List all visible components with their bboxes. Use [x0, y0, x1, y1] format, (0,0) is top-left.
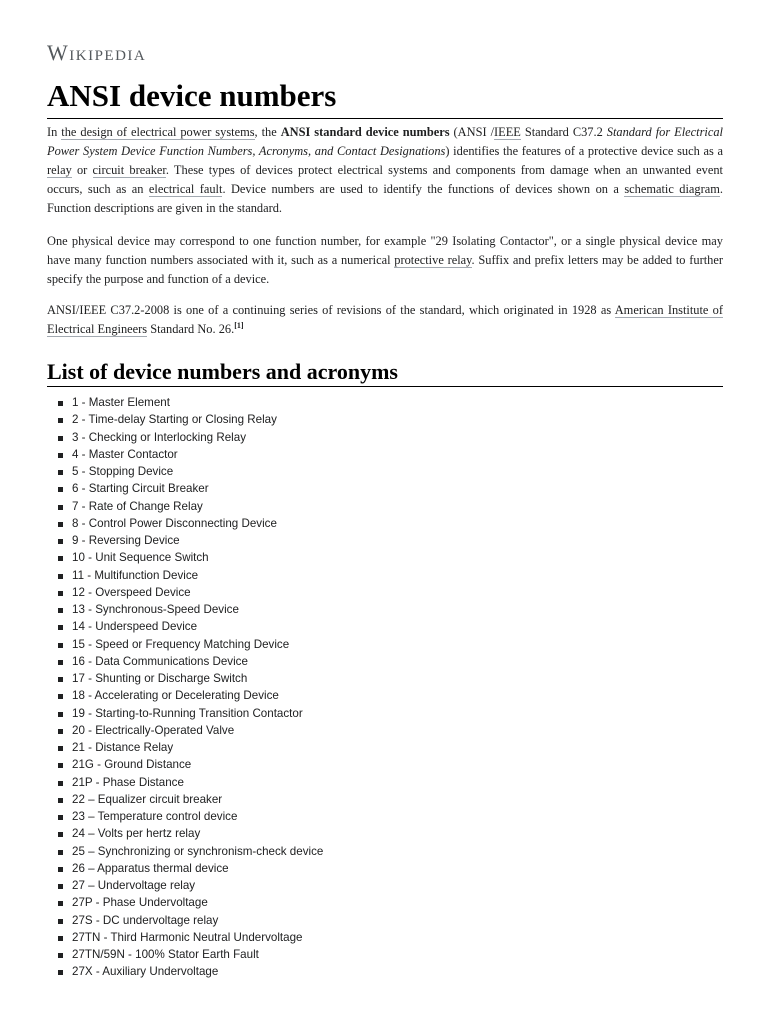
text: . Function descriptions are given in the standard.: [47, 182, 724, 215]
list-item-text: 21 - Distance Relay: [72, 741, 174, 754]
bullet-icon: [58, 867, 63, 872]
list-item-text: 17 - Shunting or Discharge Switch: [72, 672, 248, 685]
bullet-icon: [58, 660, 63, 665]
list-item-text: 23 – Temperature control device: [72, 810, 238, 823]
list-item-text: 3 - Checking or Interlocking Relay: [72, 430, 246, 444]
text: (ANSI /: [449, 125, 495, 139]
list-item-text: 11 - Multifunction Device: [72, 568, 199, 582]
list-item: [47, 825, 323, 842]
list-item: [47, 549, 323, 566]
list-item: [47, 463, 323, 480]
bullet-icon: [58, 591, 63, 596]
list-item: [47, 618, 323, 635]
list-item-text: 27 – Undervoltage relay: [72, 879, 196, 892]
list-item-text: 20 - Electrically-Operated Valve: [72, 723, 235, 737]
bullet-icon: [58, 901, 63, 906]
bullet-icon: [58, 763, 63, 768]
list-item: [47, 670, 323, 687]
bullet-icon: [58, 539, 63, 544]
list-item: [47, 705, 323, 722]
bullet-icon: [58, 608, 63, 613]
bullet-icon: [58, 505, 63, 510]
standard-title: Standard for Electrical Power System Device Function Numbers, Acronyms, and Contact Designations: [47, 125, 723, 158]
bullet-icon: [58, 953, 63, 958]
list-item: [47, 756, 323, 773]
list-item-text: 19 - Starting-to-Running Transition Contactor: [72, 706, 303, 720]
list-item: [47, 515, 323, 532]
list-item: [47, 739, 323, 756]
list-item-text: 18 - Accelerating or Decelerating Device: [72, 689, 279, 703]
list-item: [47, 860, 323, 877]
link-circuit-breaker[interactable]: circuit breaker: [92, 163, 166, 177]
list-item-text: 21P - Phase Distance: [72, 775, 184, 789]
link-electrical-power-system-design[interactable]: the design of electrical power systems: [61, 125, 255, 139]
intro-paragraph: [47, 123, 723, 218]
list-item-text: 22 – Equalizer circuit breaker: [72, 792, 223, 806]
bullet-icon: [58, 574, 63, 579]
text: Standard No. 26.: [147, 322, 235, 336]
list-item-text: 8 - Control Power Disconnecting Device: [72, 516, 277, 530]
list-item: [47, 912, 323, 929]
bullet-icon: [58, 919, 63, 924]
list-item-text: 27TN/59N - 100% Stator Earth Fault: [72, 948, 259, 961]
text: . Device numbers are used to identify the functions of devices shown on a: [222, 182, 625, 196]
text: ) identifies the features of a protective device such as a: [445, 144, 724, 158]
list-item-text: 27X - Auxiliary Undervoltage: [72, 965, 219, 979]
list-item-text: 27S - DC undervoltage relay: [72, 913, 219, 927]
list-item: [47, 636, 323, 653]
list-item-text: 24 – Volts per hertz relay: [72, 827, 201, 841]
bullet-icon: [58, 470, 63, 475]
bullet-icon: [58, 884, 63, 889]
list-item: [47, 480, 323, 497]
text: Standard C37.2: [520, 125, 607, 139]
section-heading: List of device numbers and acronyms: [47, 358, 723, 387]
bullet-icon: [58, 453, 63, 458]
wikipedia-logo[interactable]: Wikipedia: [47, 40, 147, 65]
list-item: [47, 774, 323, 791]
bullet-icon: [58, 556, 63, 561]
list-item-text: 27TN - Third Harmonic Neutral Undervoltage: [72, 930, 303, 944]
bullet-icon: [58, 781, 63, 786]
list-item-text: 6 - Starting Circuit Breaker: [72, 482, 209, 496]
link-ieee[interactable]: IEEE: [494, 125, 521, 139]
bullet-icon: [58, 746, 63, 751]
bullet-icon: [58, 815, 63, 820]
bullet-icon: [58, 487, 63, 492]
bullet-icon: [58, 798, 63, 803]
list-item-text: 12 - Overspeed Device: [72, 585, 191, 599]
link-aiee[interactable]: American Institute of Electrical Engineers: [47, 303, 723, 336]
bullet-icon: [58, 677, 63, 682]
list-item-text: 10 - Unit Sequence Switch: [72, 551, 209, 565]
list-item-text: 7 - Rate of Change Relay: [72, 499, 203, 513]
list-item: [47, 877, 323, 894]
text: , the: [254, 125, 281, 139]
bullet-icon: [58, 712, 63, 717]
list-item: [47, 446, 323, 463]
bullet-icon: [58, 436, 63, 441]
list-item: [47, 843, 323, 860]
paragraph-2: [47, 232, 723, 289]
list-item-text: 13 - Synchronous-Speed Device: [72, 603, 239, 616]
list-item-text: 21G - Ground Distance: [72, 758, 192, 772]
link-electrical-fault[interactable]: electrical fault: [148, 182, 223, 196]
list-item: [47, 411, 323, 428]
list-item: [47, 894, 323, 911]
list-item: [47, 601, 323, 618]
link-protective-relay[interactable]: protective relay: [394, 253, 472, 267]
bullet-icon: [58, 643, 63, 648]
list-item: [47, 722, 323, 739]
list-item-text: 2 - Time-delay Starting or Closing Relay: [72, 413, 277, 427]
text: One physical device may correspond to one function number, for example "29 Isolating Contactor", or a single physical device may have many function numbers associated with it, such as a numerical: [47, 234, 723, 267]
list-item: [47, 963, 323, 980]
list-item-text: 5 - Stopping Device: [72, 465, 174, 478]
list-item: [47, 946, 323, 963]
bullet-icon: [58, 832, 63, 837]
list-item: [47, 498, 323, 515]
bullet-icon: [58, 401, 63, 406]
bullet-icon: [58, 625, 63, 630]
bullet-icon: [58, 850, 63, 855]
text: or: [71, 163, 93, 177]
text: ANSI/IEEE C37.2-2008 is one of a continuing series of revisions of the standard, which originated in 1928 as: [47, 303, 615, 317]
text: . These types of devices protect electrical systems and components from damage when an unwanted event occurs, such as an: [47, 163, 723, 196]
list-item-text: 1 - Master Element: [72, 396, 170, 409]
list-item-text: 26 – Apparatus thermal device: [72, 861, 229, 875]
list-item-text: 9 - Reversing Device: [72, 534, 180, 547]
list-item-text: 14 - Underspeed Device: [72, 620, 198, 634]
link-relay[interactable]: relay: [47, 163, 72, 177]
list-item: [47, 532, 323, 549]
list-item: [47, 429, 323, 446]
list-item: [47, 808, 323, 825]
text: In: [47, 125, 62, 139]
reference-1[interactable]: [1]: [234, 320, 244, 330]
list-item-text: 25 – Synchronizing or synchronism-check device: [72, 844, 324, 858]
list-item: [47, 567, 323, 584]
bullet-icon: [58, 936, 63, 941]
bullet-icon: [58, 729, 63, 734]
list-item: [47, 584, 323, 601]
list-item: [47, 687, 323, 704]
page-title: ANSI device numbers: [47, 76, 723, 119]
list-item: [47, 929, 323, 946]
paragraph-3: [47, 301, 723, 339]
list-item: [47, 394, 323, 411]
bullet-icon: [58, 970, 63, 975]
list-item: [47, 653, 323, 670]
link-schematic-diagram[interactable]: schematic diagram: [624, 182, 720, 196]
list-item-text: 15 - Speed or Frequency Matching Device: [72, 637, 290, 651]
device-number-list: [47, 394, 323, 981]
bullet-icon: [58, 694, 63, 699]
list-item-text: 16 - Data Communications Device: [72, 654, 248, 668]
list-item: [47, 791, 323, 808]
list-item-text: 4 - Master Contactor: [72, 447, 178, 461]
bold-term: ANSI standard device numbers: [280, 125, 450, 139]
list-item-text: 27P - Phase Undervoltage: [72, 896, 208, 910]
text: . Suffix and prefix letters may be added to further specify the purpose and function of a device.: [47, 253, 723, 286]
bullet-icon: [58, 418, 63, 423]
bullet-icon: [58, 522, 63, 527]
